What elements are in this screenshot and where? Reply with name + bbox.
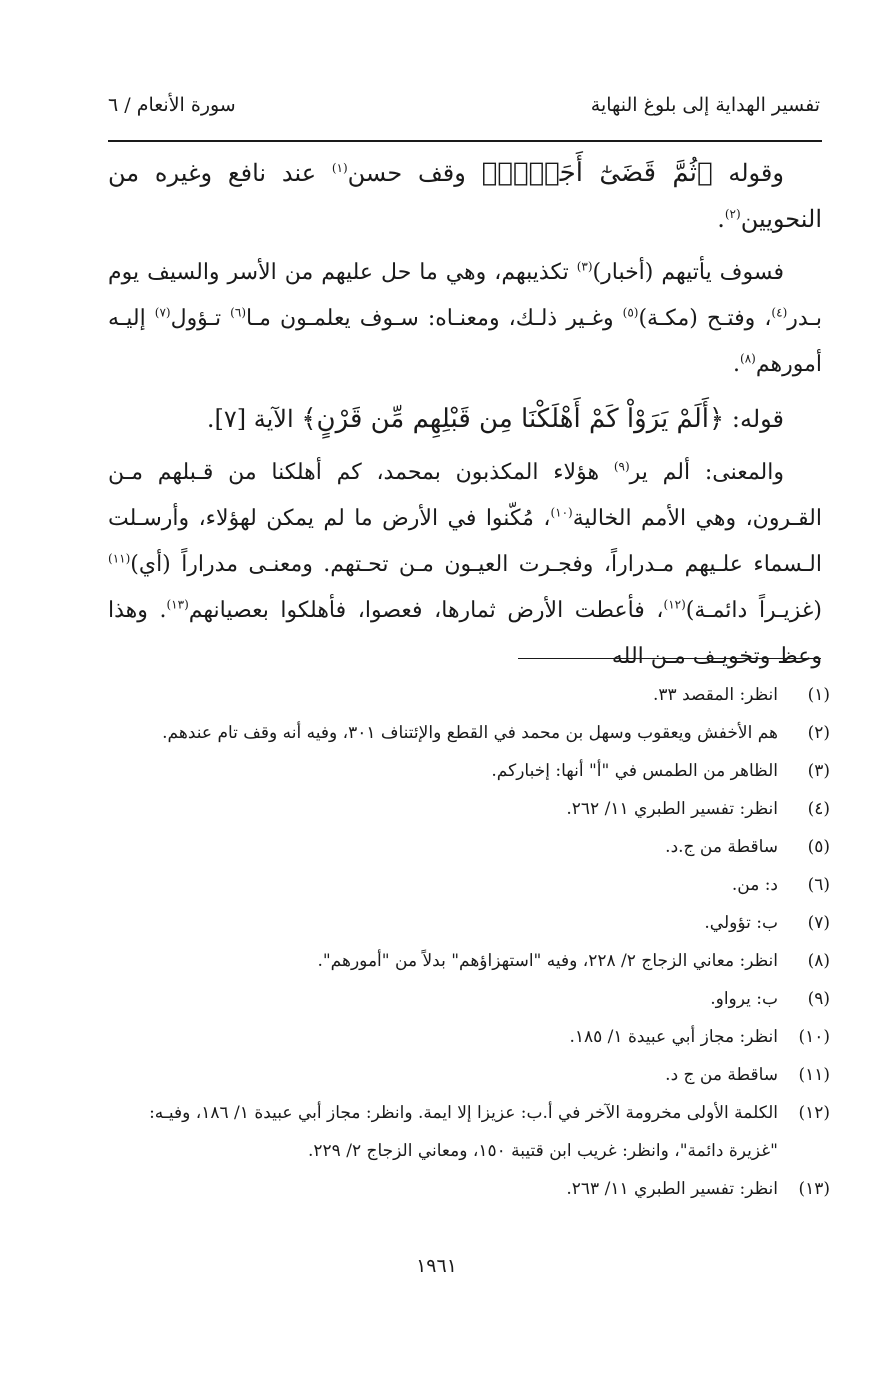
footnote-item [108, 1094, 830, 1170]
footnote-ref: (١١) [108, 551, 131, 566]
footnote-item [108, 828, 830, 866]
footnote-item [108, 790, 830, 828]
footnote-item [108, 1018, 830, 1056]
footnote-number: (٩) [807, 989, 830, 1009]
footnote-text: ب: يرواو. [710, 989, 778, 1009]
footnote-text: انظر: تفسير الطبري ١١/ ٢٦٢. [566, 799, 778, 819]
footnote-ref: (٦) [230, 305, 246, 320]
footnote-text: انظر: معاني الزجاج ٢/ ٢٢٨، وفيه "استهزاؤهم" بدلاً من "أمورهم". [317, 951, 778, 971]
footnote-item [108, 676, 830, 714]
footnote-number: (٤) [807, 799, 830, 819]
footnote-text: انظر: مجاز أبي عبيدة ١/ ١٨٥. [569, 1027, 778, 1047]
paragraph-3: قوله: ﴿أَلَمْ يَرَوْاْ كَمْ أَهْلَكْنَا مِن قَبْلِهِم مِّن قَرْنٍ﴾ الآية [٧]. [206, 404, 784, 434]
footnote-number: (١) [807, 685, 830, 705]
footnote-text: انظر: تفسير الطبري ١١/ ٢٦٣. [566, 1179, 778, 1199]
footnote-number: (٦) [807, 875, 830, 895]
footnote-item [108, 1170, 830, 1208]
page-number: ١٩٦١ [416, 1255, 457, 1277]
footnote-number: (٨) [807, 951, 830, 971]
footnote-ref: (١) [331, 161, 348, 175]
footnote-text: هم الأخفش ويعقوب وسهل بن محمد في القطع والإئتناف ٣٠١، وفيه أنه وقف تام عندهم. [162, 723, 778, 743]
footnote-number: (٥) [807, 837, 830, 857]
footnote-text: الظاهر من الطمس في "أ" أنها: إخباركم. [491, 761, 778, 781]
footnote-text: الكلمة الأولى مخرومة الآخر في أ.ب: عزيزا إلا ايمة. وانظر: مجاز أبي عبيدة ١/ ١٨٦، وفيـه: [149, 1103, 778, 1123]
footnotes [108, 676, 830, 1208]
footnote-item [108, 714, 830, 752]
footnote-text: ب: تؤولي. [704, 913, 778, 933]
footnote-number: (١٢) [798, 1103, 830, 1123]
footnote-ref: (٣) [576, 259, 593, 274]
paragraph-1: وقوله ﴿ثُمَّ قَضَىٰٓ أَجَلًاۖ﴾ وقف حسن$^{(١)}$ عند نافع وغيره من النحويين$^{(٢)}$. [108, 158, 822, 233]
footnote-item [108, 942, 830, 980]
main-text [108, 150, 822, 680]
footnote-ref: (٩) [613, 459, 630, 474]
footnote-number: (١٣) [798, 1179, 830, 1199]
footnote-item [108, 866, 830, 904]
footnote-ref: (٧) [154, 305, 171, 320]
footnote-number: (٢) [807, 723, 830, 743]
footnote-ref: (١٢) [663, 597, 686, 612]
running-header [108, 94, 820, 124]
footnote-ref: (٢) [724, 207, 741, 221]
footnote-ref: (٨) [740, 351, 756, 366]
footnote-item [108, 904, 830, 942]
footnote-ref: (١٠) [550, 505, 573, 520]
footnote-ref: (١٣) [166, 597, 189, 612]
footnote-item [108, 1056, 830, 1094]
footnote-number: (٧) [807, 913, 830, 933]
footnote-text: ساقطة من ج د. [665, 1065, 778, 1085]
header-rule [108, 140, 822, 142]
paragraph-2: فسوف يأتيهم (أخبار)$^{(٣)}$ تكذيبهم، وهي ما حل عليهم من الأسر والسيف يوم بـدر$^{(٤)}$، وفتـح (مكـة)$^{(٥)}$ وغـير ذلـك، ومعنـاه: سـوف يعلمـون مـا$^{(٦)}$ تـؤول$^{(٧)}$ إليـه أمورهم$^{(٨)}$. [108, 259, 822, 377]
footnote-item [108, 752, 830, 790]
footnote-item [108, 980, 830, 1018]
book-title: تفسير الهداية إلى بلوغ النهاية [590, 94, 820, 116]
footnote-rule [518, 658, 821, 659]
footnote-ref: (٤) [771, 305, 788, 320]
footnote-number: (١٠) [798, 1027, 830, 1047]
footnote-text-continued: "غزيرة دائمة"، وانظر: غريب ابن قتيبة ١٥٠، ومعاني الزجاج ٢/ ٢٢٩. [308, 1141, 778, 1161]
footnote-text: د: من. [731, 875, 778, 895]
surah-label: سورة الأنعام / ٦ [108, 94, 236, 116]
footnote-text: ساقطة من ج.د. [665, 837, 778, 857]
footnote-ref: (٥) [622, 305, 639, 320]
paragraph-4: والمعنى: ألم ير$^{(٩)}$ هؤلاء المكذبون بمحمد، كم أهلكنا من قـبلهم مـن القـرون، وهي الأمم الخالية$^{(١٠)}$، مُكّنوا في الأرض ما لم يمكن لهؤلاء، وأرسـلت الـسماء علـيهم مـدراراً، وفجـرت العيـون مـن تحـتهم. ومعنـى مدراراً (أي)$^{(١١)}$ (غزيـراً دائمـة)$^{(١٢)}$، فأعطت الأرض ثمارها، فعصوا، فأهلكوا بعصيانهم$^{(١٣)}$. وهذا وعظ وتخويـف مـن الله [108, 459, 822, 669]
footnote-text: انظر: المقصد ٣٣. [653, 685, 778, 705]
footnote-number: (١١) [798, 1065, 830, 1085]
quran-quote: ﴿ثُمَّ قَضَىٰٓ أَجَلًاۖ﴾ [481, 158, 713, 188]
footnote-number: (٣) [807, 761, 830, 781]
quran-quote: ﴿أَلَمْ يَرَوْاْ كَمْ أَهْلَكْنَا مِن قَبْلِهِم مِّن قَرْنٍ﴾ [301, 404, 725, 434]
